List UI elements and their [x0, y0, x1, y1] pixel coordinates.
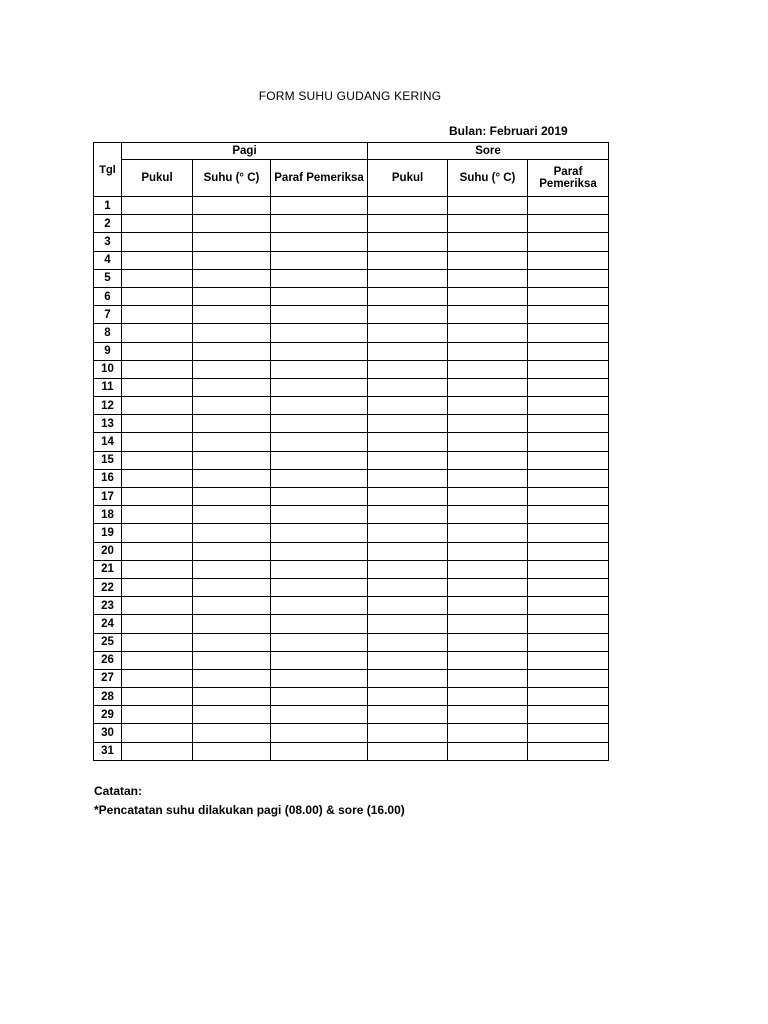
paraf-sore-cell: [528, 742, 609, 760]
suhu-sore-cell: [448, 251, 528, 269]
suhu-pagi-cell: [193, 378, 271, 396]
pukul-sore-cell: [368, 506, 448, 524]
paraf-sore-cell: [528, 669, 609, 687]
suhu-sore-cell: [448, 706, 528, 724]
suhu-pagi-cell: [193, 324, 271, 342]
table-row: [94, 215, 609, 233]
suhu-pagi-cell: [193, 506, 271, 524]
pukul-pagi-cell: [122, 324, 193, 342]
pukul-pagi-cell: [122, 287, 193, 305]
table-row: [94, 378, 609, 396]
suhu-sore-cell: [448, 524, 528, 542]
paraf-sore-cell: [528, 633, 609, 651]
paraf-pagi-cell: [271, 287, 368, 305]
pukul-pagi-cell: [122, 669, 193, 687]
suhu-sore-cell: [448, 378, 528, 396]
paraf-sore-cell: [528, 560, 609, 578]
day-number: 24: [94, 615, 122, 633]
pukul-pagi-cell: [122, 342, 193, 360]
pukul-pagi-cell: [122, 524, 193, 542]
pukul-sore-cell: [368, 197, 448, 215]
table-row: [94, 651, 609, 669]
suhu-pagi-cell: [193, 360, 271, 378]
suhu-pagi-cell: [193, 669, 271, 687]
pukul-sore-cell: [368, 597, 448, 615]
suhu-sore-cell: [448, 578, 528, 596]
pukul-sore-cell: [368, 651, 448, 669]
table-row: [94, 506, 609, 524]
suhu-pagi-cell: [193, 524, 271, 542]
pukul-pagi-cell: [122, 560, 193, 578]
table-row: [94, 360, 609, 378]
suhu-pagi-cell: [193, 542, 271, 560]
table-row: [94, 306, 609, 324]
day-number: 4: [94, 251, 122, 269]
paraf-sore-cell: [528, 415, 609, 433]
paraf-sore-cell: [528, 378, 609, 396]
pukul-pagi-cell: [122, 269, 193, 287]
paraf-sore-cell: [528, 269, 609, 287]
pukul-pagi-cell: [122, 215, 193, 233]
pukul-pagi-cell: [122, 360, 193, 378]
paraf-pagi-cell: [271, 306, 368, 324]
suhu-sore-cell: [448, 597, 528, 615]
table-row: [94, 615, 609, 633]
suhu-pagi-cell: [193, 597, 271, 615]
suhu-sore-cell: [448, 360, 528, 378]
pukul-pagi-cell: [122, 306, 193, 324]
paraf-pagi-cell: [271, 269, 368, 287]
table-row: [94, 560, 609, 578]
paraf-sore-cell: [528, 506, 609, 524]
paraf-pagi-cell: [271, 706, 368, 724]
day-number: 22: [94, 578, 122, 596]
pukul-sore-cell: [368, 215, 448, 233]
paraf-pagi-cell: [271, 397, 368, 415]
pukul-pagi-cell: [122, 469, 193, 487]
day-rows: [94, 197, 609, 761]
day-number: 13: [94, 415, 122, 433]
paraf-sore-cell: [528, 597, 609, 615]
suhu-sore-cell: [448, 415, 528, 433]
suhu-sore-cell: [448, 306, 528, 324]
pukul-pagi-cell: [122, 433, 193, 451]
table-row: [94, 324, 609, 342]
pukul-sore-cell: [368, 688, 448, 706]
pukul-pagi-cell: [122, 506, 193, 524]
paraf-sore-cell: [528, 542, 609, 560]
paraf-sore-cell: [528, 397, 609, 415]
table-row: [94, 706, 609, 724]
pukul-sore-cell: [368, 469, 448, 487]
pukul-sore-cell: [368, 269, 448, 287]
paraf-sore-cell: [528, 615, 609, 633]
suhu-sore-cell: [448, 451, 528, 469]
suhu-sore-cell: [448, 506, 528, 524]
pukul-pagi-cell: [122, 233, 193, 251]
pukul-sore-cell: [368, 378, 448, 396]
suhu-sore-cell: [448, 688, 528, 706]
suhu-pagi-cell: [193, 397, 271, 415]
suhu-pagi-cell: [193, 415, 271, 433]
suhu-pagi-cell: [193, 578, 271, 596]
pukul-pagi-cell: [122, 451, 193, 469]
paraf-pagi-cell: [271, 215, 368, 233]
suhu-sore-cell: [448, 488, 528, 506]
day-number: 23: [94, 597, 122, 615]
paraf-sore-cell: [528, 215, 609, 233]
paraf-sore-cell: [528, 488, 609, 506]
pukul-pagi-cell: [122, 651, 193, 669]
suhu-pagi-cell: [193, 469, 271, 487]
suhu-sore-cell: [448, 560, 528, 578]
group-header-sore: Sore: [368, 143, 609, 160]
paraf-sore-cell: [528, 360, 609, 378]
table-row: [94, 488, 609, 506]
table-row: [94, 251, 609, 269]
suhu-pagi-cell: [193, 560, 271, 578]
suhu-sore-cell: [448, 324, 528, 342]
paraf-sore-cell: [528, 233, 609, 251]
suhu-sore-cell: [448, 287, 528, 305]
column-header-pukul-pagi: Pukul: [122, 160, 193, 197]
pukul-pagi-cell: [122, 706, 193, 724]
day-number: 3: [94, 233, 122, 251]
day-number: 17: [94, 488, 122, 506]
suhu-pagi-cell: [193, 451, 271, 469]
paraf-sore-cell: [528, 433, 609, 451]
table-row: [94, 633, 609, 651]
group-header-pagi: Pagi: [122, 143, 368, 160]
suhu-pagi-cell: [193, 488, 271, 506]
suhu-pagi-cell: [193, 233, 271, 251]
suhu-pagi-cell: [193, 615, 271, 633]
paraf-sore-cell: [528, 469, 609, 487]
pukul-sore-cell: [368, 706, 448, 724]
column-header-paraf-pagi: Paraf Pemeriksa: [271, 160, 368, 197]
suhu-sore-cell: [448, 269, 528, 287]
pukul-sore-cell: [368, 615, 448, 633]
pukul-pagi-cell: [122, 742, 193, 760]
day-number: 14: [94, 433, 122, 451]
paraf-sore-cell: [528, 324, 609, 342]
pukul-sore-cell: [368, 415, 448, 433]
paraf-pagi-cell: [271, 633, 368, 651]
day-number: 21: [94, 560, 122, 578]
day-number: 28: [94, 688, 122, 706]
day-number: 16: [94, 469, 122, 487]
pukul-sore-cell: [368, 306, 448, 324]
pukul-sore-cell: [368, 233, 448, 251]
paraf-pagi-cell: [271, 469, 368, 487]
day-number: 29: [94, 706, 122, 724]
pukul-pagi-cell: [122, 251, 193, 269]
day-number: 19: [94, 524, 122, 542]
paraf-pagi-cell: [271, 688, 368, 706]
day-number: 6: [94, 287, 122, 305]
suhu-sore-cell: [448, 669, 528, 687]
paraf-pagi-cell: [271, 324, 368, 342]
table-row: [94, 433, 609, 451]
suhu-pagi-cell: [193, 215, 271, 233]
table-row: [94, 524, 609, 542]
day-number: 10: [94, 360, 122, 378]
paraf-pagi-cell: [271, 342, 368, 360]
pukul-sore-cell: [368, 324, 448, 342]
table-row: [94, 688, 609, 706]
suhu-sore-cell: [448, 542, 528, 560]
table-row: [94, 742, 609, 760]
column-header-suhu-sore: Suhu (° C): [448, 160, 528, 197]
table-row: [94, 597, 609, 615]
paraf-pagi-cell: [271, 524, 368, 542]
pukul-sore-cell: [368, 724, 448, 742]
suhu-pagi-cell: [193, 342, 271, 360]
paraf-pagi-cell: [271, 433, 368, 451]
table-row: [94, 397, 609, 415]
pukul-sore-cell: [368, 742, 448, 760]
paraf-pagi-cell: [271, 542, 368, 560]
paraf-sore-cell: [528, 251, 609, 269]
table-row: [94, 578, 609, 596]
day-number: 12: [94, 397, 122, 415]
paraf-pagi-cell: [271, 415, 368, 433]
day-number: 20: [94, 542, 122, 560]
pukul-sore-cell: [368, 451, 448, 469]
paraf-pagi-cell: [271, 615, 368, 633]
suhu-pagi-cell: [193, 433, 271, 451]
pukul-pagi-cell: [122, 724, 193, 742]
table-row: [94, 342, 609, 360]
table-row: [94, 197, 609, 215]
suhu-sore-cell: [448, 724, 528, 742]
suhu-sore-cell: [448, 633, 528, 651]
pukul-sore-cell: [368, 251, 448, 269]
day-number: 31: [94, 742, 122, 760]
paraf-pagi-cell: [271, 560, 368, 578]
pukul-sore-cell: [368, 287, 448, 305]
pukul-pagi-cell: [122, 597, 193, 615]
suhu-pagi-cell: [193, 706, 271, 724]
paraf-sore-cell: [528, 651, 609, 669]
suhu-pagi-cell: [193, 651, 271, 669]
pukul-sore-cell: [368, 488, 448, 506]
suhu-sore-cell: [448, 342, 528, 360]
table-row: [94, 451, 609, 469]
pukul-sore-cell: [368, 578, 448, 596]
column-header-suhu-pagi: Suhu (° C): [193, 160, 271, 197]
pukul-sore-cell: [368, 669, 448, 687]
paraf-pagi-cell: [271, 724, 368, 742]
pukul-pagi-cell: [122, 197, 193, 215]
day-number: 26: [94, 651, 122, 669]
table-row: [94, 469, 609, 487]
paraf-pagi-cell: [271, 488, 368, 506]
paraf-sore-cell: [528, 342, 609, 360]
pukul-pagi-cell: [122, 688, 193, 706]
suhu-pagi-cell: [193, 269, 271, 287]
paraf-pagi-cell: [271, 669, 368, 687]
day-number: 5: [94, 269, 122, 287]
pukul-sore-cell: [368, 360, 448, 378]
day-number: 30: [94, 724, 122, 742]
suhu-sore-cell: [448, 197, 528, 215]
day-number: 25: [94, 633, 122, 651]
day-number: 18: [94, 506, 122, 524]
tgl-header: Tgl: [94, 143, 122, 197]
suhu-sore-cell: [448, 651, 528, 669]
table-row: [94, 415, 609, 433]
paraf-sore-cell: [528, 688, 609, 706]
pukul-sore-cell: [368, 342, 448, 360]
pukul-pagi-cell: [122, 633, 193, 651]
day-number: 11: [94, 378, 122, 396]
paraf-sore-cell: [528, 306, 609, 324]
suhu-sore-cell: [448, 469, 528, 487]
suhu-sore-cell: [448, 615, 528, 633]
table-row: [94, 287, 609, 305]
suhu-pagi-cell: [193, 724, 271, 742]
paraf-pagi-cell: [271, 651, 368, 669]
suhu-pagi-cell: [193, 287, 271, 305]
pukul-pagi-cell: [122, 615, 193, 633]
paraf-pagi-cell: [271, 451, 368, 469]
paraf-pagi-cell: [271, 742, 368, 760]
table-row: [94, 669, 609, 687]
pukul-sore-cell: [368, 560, 448, 578]
column-header-paraf-sore: Paraf Pemeriksa: [528, 160, 609, 197]
suhu-pagi-cell: [193, 633, 271, 651]
pukul-pagi-cell: [122, 542, 193, 560]
paraf-sore-cell: [528, 706, 609, 724]
paraf-sore-cell: [528, 724, 609, 742]
paraf-sore-cell: [528, 578, 609, 596]
suhu-sore-cell: [448, 433, 528, 451]
table-row: [94, 269, 609, 287]
pukul-sore-cell: [368, 542, 448, 560]
day-number: 9: [94, 342, 122, 360]
suhu-pagi-cell: [193, 742, 271, 760]
notes: [94, 782, 405, 820]
paraf-pagi-cell: [271, 360, 368, 378]
paraf-sore-cell: [528, 197, 609, 215]
pukul-pagi-cell: [122, 578, 193, 596]
day-number: 27: [94, 669, 122, 687]
temperature-table: [93, 142, 609, 761]
pukul-pagi-cell: [122, 415, 193, 433]
paraf-sore-cell: [528, 524, 609, 542]
suhu-pagi-cell: [193, 251, 271, 269]
paraf-sore-cell: [528, 451, 609, 469]
paraf-pagi-cell: [271, 197, 368, 215]
paraf-pagi-cell: [271, 378, 368, 396]
suhu-sore-cell: [448, 397, 528, 415]
column-header-pukul-sore: Pukul: [368, 160, 448, 197]
form-title: FORM SUHU GUDANG KERING: [258, 89, 442, 103]
suhu-pagi-cell: [193, 197, 271, 215]
pukul-pagi-cell: [122, 488, 193, 506]
paraf-sore-cell: [528, 287, 609, 305]
suhu-sore-cell: [448, 233, 528, 251]
table-row: [94, 233, 609, 251]
notes-label: Catatan:: [94, 784, 143, 798]
pukul-sore-cell: [368, 524, 448, 542]
pukul-sore-cell: [368, 433, 448, 451]
paraf-pagi-cell: [271, 506, 368, 524]
paraf-pagi-cell: [271, 578, 368, 596]
table-row: [94, 724, 609, 742]
day-number: 15: [94, 451, 122, 469]
day-number: 8: [94, 324, 122, 342]
notes-text: *Pencatatan suhu dilakukan pagi (08.00) & sore (16.00): [94, 803, 405, 817]
suhu-sore-cell: [448, 215, 528, 233]
pukul-sore-cell: [368, 633, 448, 651]
paraf-pagi-cell: [271, 597, 368, 615]
day-number: 7: [94, 306, 122, 324]
paraf-pagi-cell: [271, 233, 368, 251]
month-label: Bulan: Februari 2019: [449, 124, 568, 138]
suhu-sore-cell: [448, 742, 528, 760]
paraf-pagi-cell: [271, 251, 368, 269]
pukul-pagi-cell: [122, 397, 193, 415]
day-number: 1: [94, 197, 122, 215]
pukul-pagi-cell: [122, 378, 193, 396]
table-row: [94, 542, 609, 560]
pukul-sore-cell: [368, 397, 448, 415]
day-number: 2: [94, 215, 122, 233]
suhu-pagi-cell: [193, 306, 271, 324]
suhu-pagi-cell: [193, 688, 271, 706]
